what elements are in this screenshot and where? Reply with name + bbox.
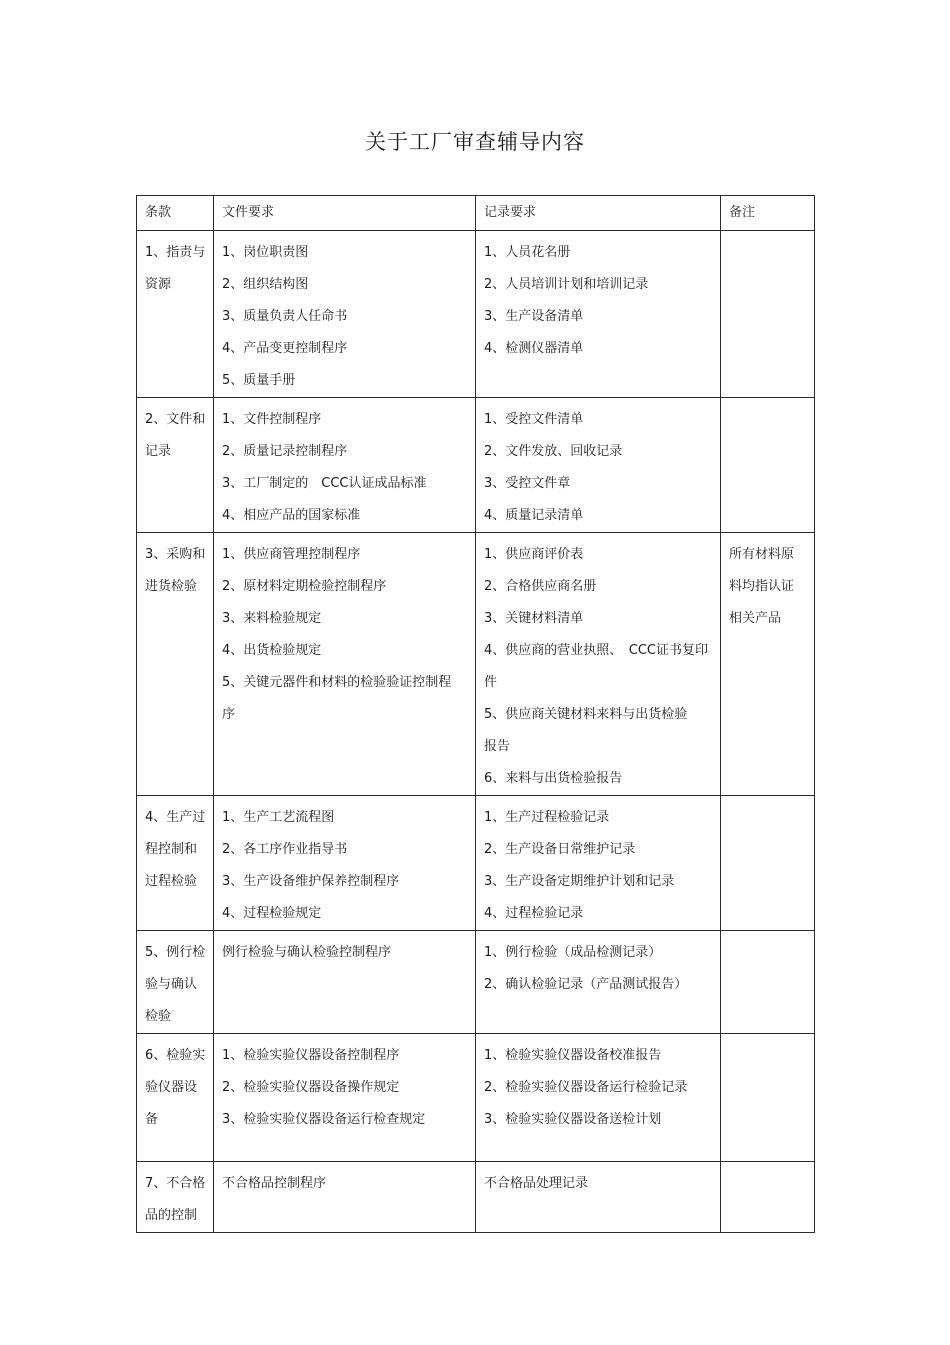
clause-cell — [137, 1034, 214, 1162]
notes-line: 相关产品 — [729, 611, 782, 626]
clause-cell — [137, 931, 214, 1034]
records-line: 3、关键材料清单 — [484, 611, 584, 626]
notes-cell — [721, 533, 815, 796]
records-line: 件 — [484, 675, 498, 690]
records-cell — [476, 398, 721, 533]
records-line: 3、受控文件章 — [484, 476, 571, 491]
documents-cell — [214, 398, 476, 533]
documents-line: 1、文件控制程序 — [222, 412, 322, 427]
records-line: 3、生产设备清单 — [484, 309, 584, 324]
documents-line: 例行检验与确认检验控制程序 — [222, 945, 392, 960]
records-line: 2、文件发放、回收记录 — [484, 444, 623, 459]
table-row — [137, 796, 815, 931]
documents-line: 2、原材料定期检验控制程序 — [222, 579, 387, 594]
clause-line: 检验 — [145, 1009, 172, 1024]
clause-cell — [137, 1162, 214, 1233]
documents-line: 1、供应商管理控制程序 — [222, 547, 361, 562]
records-line: 不合格品处理记录 — [484, 1176, 589, 1191]
records-cell — [476, 1034, 721, 1162]
records-line: 1、检验实验仪器设备校准报告 — [484, 1048, 662, 1063]
clause-line: 5、例行检 — [145, 945, 206, 960]
documents-line: 2、质量记录控制程序 — [222, 444, 348, 459]
records-line: 1、例行检验（成品检测记录） — [484, 945, 662, 960]
documents-line: 1、检验实验仪器设备控制程序 — [222, 1048, 400, 1063]
documents-line: 4、出货检验规定 — [222, 643, 322, 658]
clause-line: 备 — [145, 1112, 159, 1127]
records-line: 2、生产设备日常维护记录 — [484, 842, 636, 857]
records-line: 1、供应商评价表 — [484, 547, 584, 562]
documents-line: 序 — [222, 707, 236, 722]
clause-cell — [137, 231, 214, 398]
notes-line: 料均指认证 — [729, 579, 795, 594]
notes-cell — [721, 796, 815, 931]
header-clause: 条款 — [137, 196, 214, 231]
clause-cell — [137, 796, 214, 931]
clause-line: 品的控制 — [145, 1208, 198, 1223]
documents-line: 4、相应产品的国家标准 — [222, 508, 361, 523]
table-row — [137, 931, 815, 1034]
records-line: 报告 — [484, 739, 511, 754]
documents-cell — [214, 533, 476, 796]
records-cell — [476, 1162, 721, 1233]
documents-line: 3、质量负责人任命书 — [222, 309, 348, 324]
clause-line: 过程检验 — [145, 874, 198, 889]
documents-line: 3、来料检验规定 — [222, 611, 322, 626]
records-line: 4、质量记录清单 — [484, 508, 584, 523]
documents-line: 4、产品变更控制程序 — [222, 341, 348, 356]
records-line: 4、供应商的营业执照、 CCC证书复印 — [484, 643, 709, 658]
page-title: 关于工厂审查辅导内容 — [365, 130, 585, 154]
records-line: 1、生产过程检验记录 — [484, 810, 610, 825]
documents-line: 不合格品控制程序 — [222, 1176, 327, 1191]
documents-cell — [214, 1034, 476, 1162]
clause-line: 验仪器设 — [145, 1080, 198, 1095]
records-line: 4、过程检验记录 — [484, 906, 584, 921]
records-cell — [476, 796, 721, 931]
records-cell — [476, 231, 721, 398]
clause-line: 4、生产过 — [145, 810, 206, 825]
table-row — [137, 1162, 815, 1233]
records-line: 1、受控文件清单 — [484, 412, 584, 427]
clause-line: 2、文件和 — [145, 412, 206, 427]
table-row — [137, 398, 815, 533]
documents-line: 2、组织结构图 — [222, 277, 309, 292]
records-line: 3、生产设备定期维护计划和记录 — [484, 874, 675, 889]
documents-cell — [214, 231, 476, 398]
clause-line: 验与确认 — [145, 977, 198, 992]
documents-line: 3、检验实验仪器设备运行检查规定 — [222, 1112, 426, 1127]
clause-line: 程控制和 — [145, 842, 198, 857]
clause-line: 记录 — [145, 444, 172, 459]
clause-cell — [137, 533, 214, 796]
clause-line: 7、不合格 — [145, 1176, 206, 1191]
documents-line: 5、关键元器件和材料的检验验证控制程 — [222, 675, 452, 690]
documents-line: 2、检验实验仪器设备操作规定 — [222, 1080, 400, 1095]
clause-line: 1、指责与 — [145, 245, 206, 260]
documents-line: 2、各工序作业指导书 — [222, 842, 348, 857]
documents-line: 5、质量手册 — [222, 373, 296, 388]
records-line: 2、确认检验记录（产品测试报告） — [484, 977, 688, 992]
notes-cell — [721, 231, 815, 398]
records-line: 1、人员花名册 — [484, 245, 571, 260]
records-cell — [476, 931, 721, 1034]
clause-line: 6、检验实 — [145, 1048, 206, 1063]
documents-cell — [214, 1162, 476, 1233]
notes-cell — [721, 398, 815, 533]
documents-line: 4、过程检验规定 — [222, 906, 322, 921]
notes-line: 所有材料原 — [729, 547, 795, 562]
records-line: 2、人员培训计划和培训记录 — [484, 277, 649, 292]
table-row — [137, 231, 815, 398]
notes-cell — [721, 931, 815, 1034]
table-header-row — [137, 196, 815, 231]
documents-line: 3、工厂制定的 CCC认证成品标准 — [222, 476, 427, 491]
records-cell — [476, 533, 721, 796]
notes-cell — [721, 1162, 815, 1233]
records-line: 2、检验实验仪器设备运行检验记录 — [484, 1080, 688, 1095]
clause-line: 进货检验 — [145, 579, 198, 594]
header-records: 记录要求 — [476, 196, 721, 231]
records-line: 2、合格供应商名册 — [484, 579, 597, 594]
clause-line: 资源 — [145, 277, 172, 292]
records-line: 6、来料与出货检验报告 — [484, 771, 623, 786]
table-row — [137, 1034, 815, 1162]
header-notes: 备注 — [721, 196, 815, 231]
clause-line: 3、采购和 — [145, 547, 206, 562]
records-line: 3、检验实验仪器设备送检计划 — [484, 1112, 662, 1127]
notes-cell — [721, 1034, 815, 1162]
audit-table — [136, 195, 815, 1233]
clause-cell — [137, 398, 214, 533]
header-documents: 文件要求 — [214, 196, 476, 231]
documents-line: 3、生产设备维护保养控制程序 — [222, 874, 400, 889]
documents-line: 1、岗位职责图 — [222, 245, 309, 260]
documents-cell — [214, 796, 476, 931]
documents-cell — [214, 931, 476, 1034]
records-line: 4、检测仪器清单 — [484, 341, 584, 356]
documents-line: 1、生产工艺流程图 — [222, 810, 335, 825]
table-row — [137, 533, 815, 796]
records-line: 5、供应商关键材料来料与出货检验 — [484, 707, 688, 722]
